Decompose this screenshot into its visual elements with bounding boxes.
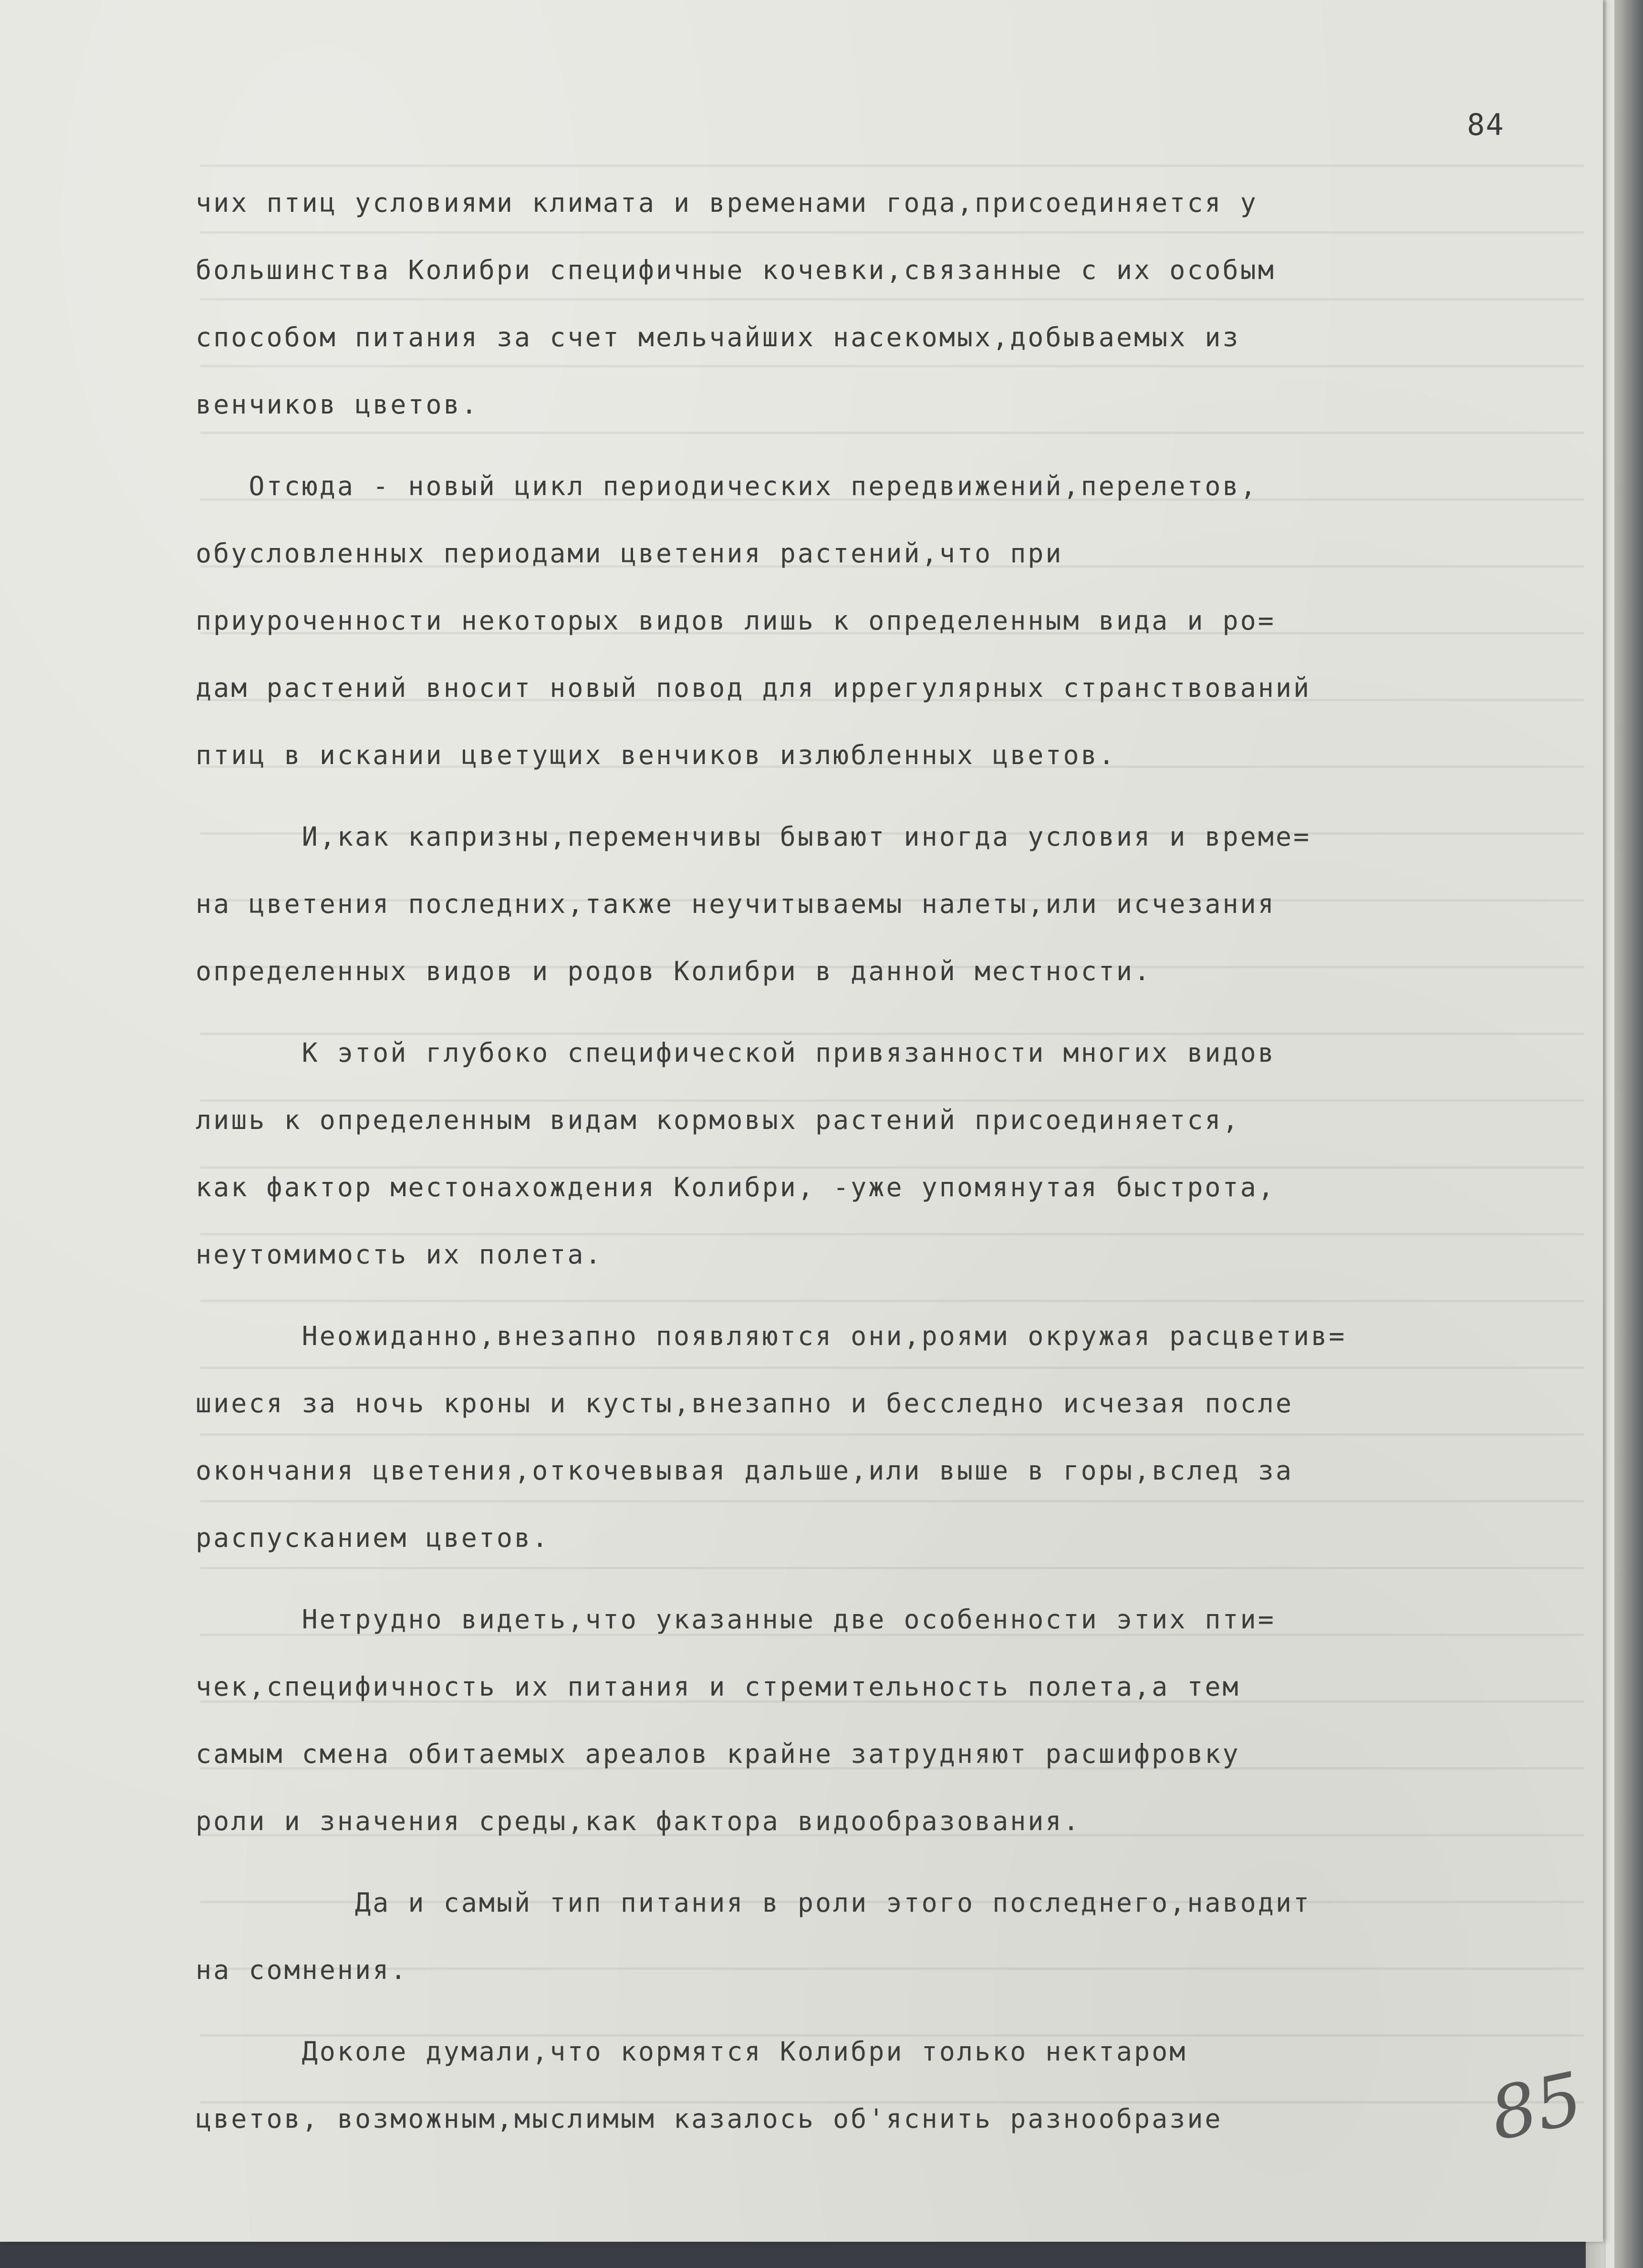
text-line: шиеся за ночь кроны и кусты,внезапно и бесследно исчезая после [196, 1388, 1293, 1419]
paragraph-gap [196, 1005, 1579, 1019]
paragraph-gap [196, 1855, 1579, 1869]
text-line: на сомнения. [196, 1955, 408, 1985]
text-line: распусканием цветов. [196, 1522, 550, 1553]
handwritten-folio-number: 85 [1483, 2057, 1590, 2157]
paragraph-gap [196, 438, 1579, 453]
paragraph-gap [196, 1288, 1579, 1303]
text-line: Отсюда - новый цикл периодических передвижений,перелетов, [196, 471, 1258, 501]
paragraph-gap [196, 1572, 1579, 1586]
text-line: чих птиц условиями климата и временами года,присоединяется у [196, 187, 1258, 218]
text-line: способом питания за счет мельчайших насекомых,добываемых из [196, 322, 1240, 352]
text-line: роли и значения среды,как фактора видообразования. [196, 1806, 1081, 1836]
text-line: Нетрудно видеть,что указанные две особенности этих пти= [196, 1604, 1276, 1635]
text-line: большинства Колибри специфичные кочевки,связанные с их особым [196, 255, 1276, 285]
typed-text-body [196, 169, 1579, 2153]
text-line: венчиков цветов. [196, 389, 479, 420]
text-line: самым смена обитаемых ареалов крайне затрудняют расшифровку [196, 1739, 1240, 1769]
text-line: К этой глубоко специфической привязанности многих видов [196, 1037, 1276, 1068]
text-line: И,как капризны,переменчивы бывают иногда условия и време= [196, 821, 1311, 852]
text-line: дам растений вносит новый повод для иррегулярных странствований [196, 673, 1311, 703]
page-edge [1606, 0, 1614, 2268]
text-line: как фактор местонахождения Колибри, -уже упомянутая быстрота, [196, 1172, 1276, 1202]
text-line: птиц в искании цветущих венчиков излюбленных цветов. [196, 740, 1116, 770]
text-line: цветов, возможным,мыслимым казалось об'яснить разнообразие [196, 2103, 1223, 2134]
paragraph-gap [196, 2004, 1579, 2018]
text-line: приуроченности некоторых видов лишь к определенным вида и ро= [196, 605, 1276, 636]
text-line: определенных видов и родов Колибри в данной местности. [196, 956, 1152, 986]
text-line: чек,специфичность их питания и стремительность полета,а тем [196, 1671, 1240, 1702]
text-line: лишь к определенным видам кормовых растений присоединяется, [196, 1105, 1240, 1135]
text-line: Доколе думали,что кормятся Колибри только нектаром [196, 2036, 1187, 2067]
page-number: 84 [1467, 107, 1505, 142]
text-line: неутомимость их полета. [196, 1239, 603, 1270]
text-line: Неожиданно,внезапно появляются они,роями окружая расцветив= [196, 1321, 1347, 1351]
paragraph-gap [196, 789, 1579, 803]
text-line: обусловленных периодами цветения растений,что при [196, 538, 1063, 569]
text-line: на цветения последних,также неучитываемы налеты,или исчезания [196, 889, 1276, 919]
text-line: окончания цветения,откочевывая дальше,или выше в горы,вслед за [196, 1455, 1293, 1486]
text-line: Да и самый тип питания в роли этого последнего,наводит [196, 1887, 1311, 1918]
